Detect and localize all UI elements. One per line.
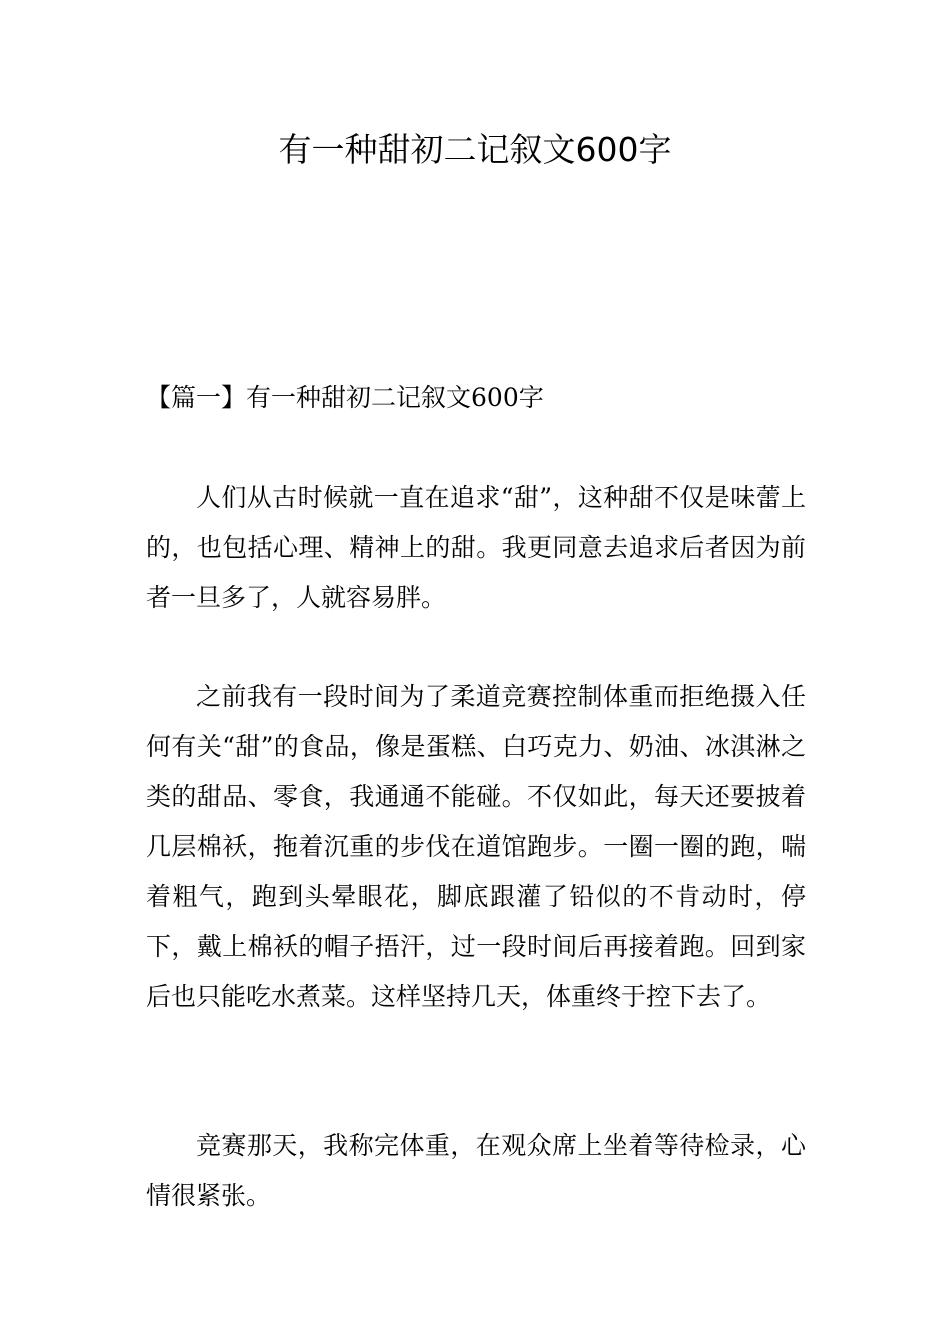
paragraph-2: 之前我有一段时间为了柔道竞赛控制体重而拒绝摄入任何有关“甜”的食品，像是蛋糕、白巧克力、奶油、冰淇淋之类的甜品、零食，我通通不能碰。不仅如此，每天还要披着几层棉袄，拖着沉重的步伐在道馆跑步。一圈一圈的跑，喘着粗气，跑到头晕眼花，脚底跟灌了铅似的不肯动时，停下，戴上棉袄的帽子捂汗，过一段时间后再接着跑。回到家后也只能吃水煮菜。这样坚持几天，体重终于控下去了。 <box>146 682 806 1011</box>
paragraph-3: 竞赛那天，我称完体重，在观众席上坐着等待检录，心情很紧张。 <box>146 1131 806 1210</box>
paragraph-1: 人们从古时候就一直在追求“甜”，这种甜不仅是味蕾上的，也包括心理、精神上的甜。我更同意去追求后者因为前者一旦多了，人就容易胖。 <box>146 483 806 612</box>
document-title: 有一种甜初二记叙文600字 <box>278 130 672 169</box>
section-heading: 【篇一】有一种甜初二记叙文600字 <box>146 383 544 412</box>
